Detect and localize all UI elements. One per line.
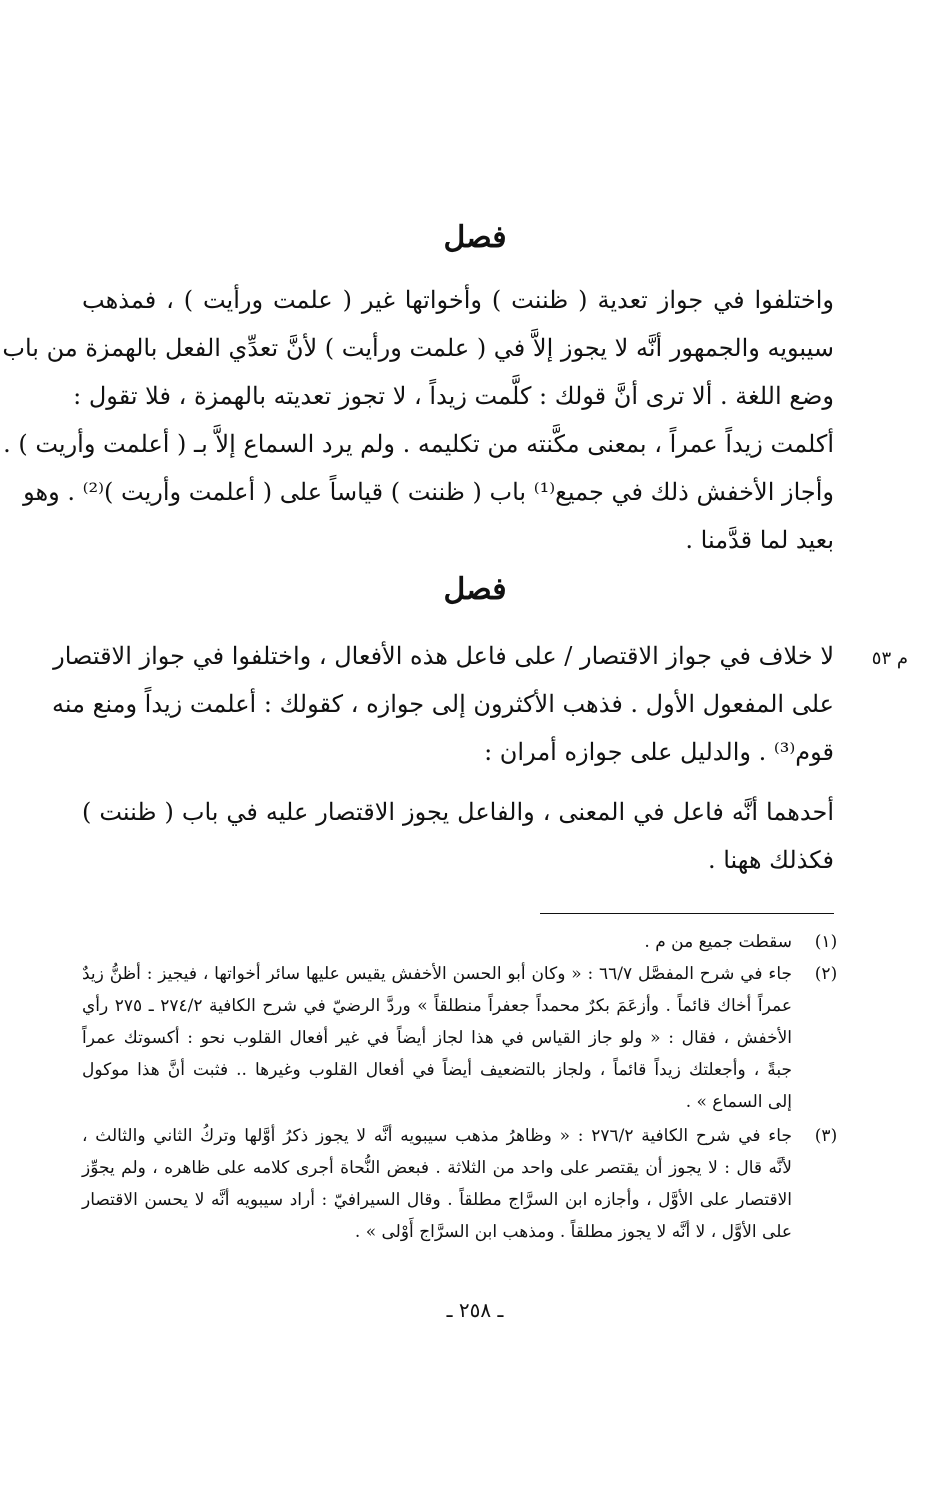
- paragraph-line: فكذلك ههنا .: [707, 846, 834, 874]
- footnote-number: (٢): [814, 964, 838, 984]
- footnote-separator: [540, 913, 834, 914]
- paragraph-line: على المفعول الأول . فذهب الأكثرون إلى جوازه ، كقولك : أعلمت زيداً ومنع منه: [52, 690, 834, 718]
- footnote-line: الاقتصار على الأوَّل ، وأجازه ابن السرَّاج مطلقاً . وقال السيرافيّ : أراد سيبويه أنَّه لا يحسن الاقتصار: [82, 1190, 792, 1210]
- footnote-line: لأنَّه قال : لا يجوز أن يقتصر على واحد من الثلاثة . فبعض النُّحاة أجرى كلامه على ظاهره ، ولم يجوِّز: [82, 1158, 792, 1178]
- paragraph-line: بعيد لما قدَّمنا .: [685, 526, 834, 554]
- paragraph-line: أكلمت زيداً عمراً ، بمعنى مكَّنته من تكليمه . ولم يرد السماع إلاَّ بـ ( أعلمت وأريت ) .: [3, 430, 834, 458]
- section-2-body: [52, 632, 834, 776]
- paragraph-line: أحدهما أنَّه فاعل في المعنى ، والفاعل يجوز الاقتصار عليه في باب ( ظننت ): [82, 798, 834, 826]
- footnote-line: عمراً أخاك قائماً . وأزعَمَ بكرٌ محمداً جعفراً منطلقاً » وردَّ الرضيّ في شرح الكافية ٢٧٤/٢ ـ ٢٧٥ رأي: [82, 996, 792, 1016]
- footnote: [82, 926, 838, 958]
- section-1-body: [2, 276, 834, 564]
- paragraph-line: سيبويه والجمهور أنَّه لا يجوز إلاَّ في ( علمت ورأيت ) لأنَّ تعدِّي الفعل بالهمزة من باب: [2, 334, 834, 362]
- footnote: [82, 958, 838, 1118]
- footnote-number: (١): [814, 932, 838, 952]
- section-2-paragraph-2: [82, 788, 834, 884]
- manuscript-folio-note: م ٥٣: [871, 648, 908, 669]
- footnote: [82, 1120, 838, 1248]
- paragraph-line: لا خلاف في جواز الاقتصار / على فاعل هذه الأفعال ، واختلفوا في جواز الاقتصار: [53, 642, 834, 670]
- paragraph-line: وأجاز الأخفش ذلك في جميع⁽¹⁾ باب ( ظننت ) قياساً على ( أعلمت وأريت )⁽²⁾ . وهو: [23, 478, 834, 506]
- section-title-1: فصل: [443, 220, 507, 255]
- paragraph-line: واختلفوا في جواز تعدية ( ظننت ) وأخواتها غير ( علمت ورأيت ) ، فمذهب: [82, 286, 834, 314]
- section-title-2: فصل: [443, 572, 507, 607]
- footnote-line: إلى السماع » .: [685, 1092, 792, 1112]
- paragraph-line: قوم⁽³⁾ . والدليل على جوازه أمران :: [484, 738, 834, 766]
- footnote-line: جاء في شرح الكافية ٢٧٦/٢ : « وظاهرُ مذهب سيبويه أنَّه لا يجوز ذكرُ أوَّلها وتركُ الثاني والثالث ،: [82, 1126, 792, 1146]
- page-number: ـ ٢٥٨ ـ: [446, 1298, 504, 1322]
- paragraph-line: وضع اللغة . ألا ترى أنَّ قولك : كلَّمت زيداً ، لا تجوز تعديته بالهمزة ، فلا تقول :: [73, 382, 834, 410]
- footnote-line: سقطت جميع من م .: [644, 932, 792, 952]
- footnote-line: على الأوَّل ، لا أنَّه لا يجوز مطلقاً . ومذهب ابن السرَّاج أَوْلى » .: [354, 1222, 792, 1242]
- footnote-line: جبةً ، وأجعلتك زيداً قائماً ، ولجاز بالتضعيف أيضاً في أفعال القلوب وغيرها .. فثبت أنَّ هذا موكول: [82, 1060, 792, 1080]
- footnote-line: الأخفش ، فقال : « ولو جاز القياس في هذا لجاز أيضاً في غير أفعال القلوب نحو : أكسوتك عمراً: [82, 1028, 792, 1048]
- footnotes: [82, 926, 838, 1248]
- footnote-line: جاء في شرح المفصَّل ٦٦/٧ : « وكان أبو الحسن الأخفش يقيس عليها سائر أخواتها ، فيجيز : أظنُّ زيدٌ: [82, 964, 793, 984]
- footnote-number: (٣): [814, 1126, 838, 1146]
